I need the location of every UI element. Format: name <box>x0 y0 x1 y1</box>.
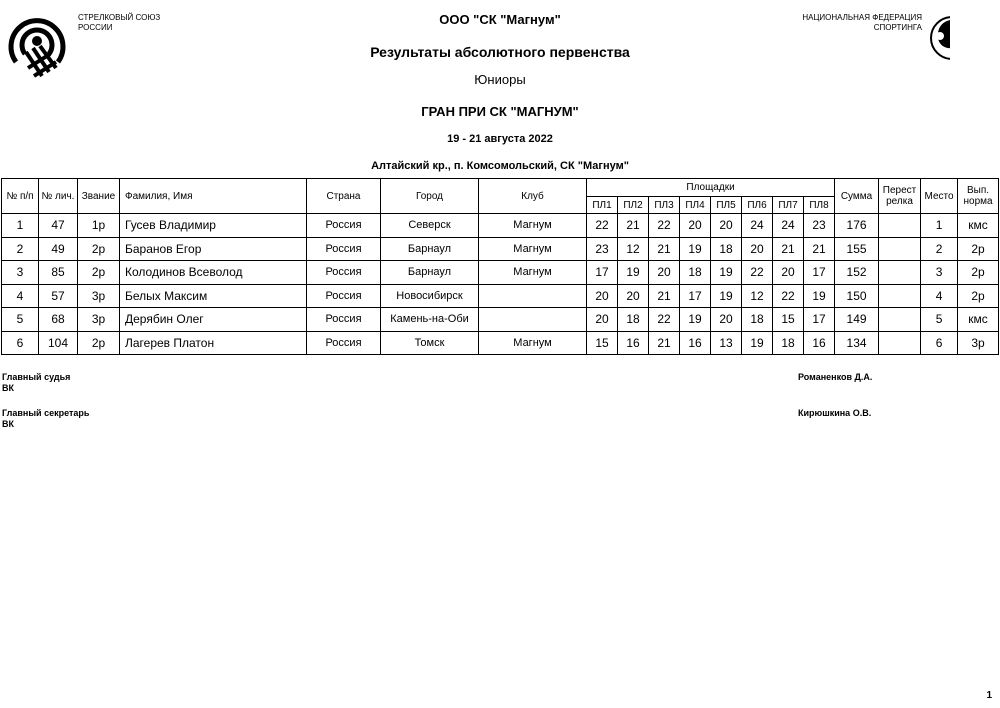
company-name: ООО "СК "Магнум" <box>439 12 561 27</box>
cell-name: Дерябин Олег <box>120 308 307 332</box>
cell-country: Россия <box>307 214 381 238</box>
cell-place: 1 <box>921 214 958 238</box>
header-norm: Вып. норма <box>958 179 999 214</box>
cell-country: Россия <box>307 284 381 308</box>
cell-sum: 176 <box>835 214 879 238</box>
cell-country: Россия <box>307 237 381 261</box>
cell-reshoot <box>879 261 921 285</box>
cell-city: Томск <box>381 331 479 355</box>
cell-name: Гусев Владимир <box>120 214 307 238</box>
cell-score-area-2: 16 <box>618 331 649 355</box>
table-row <box>2 237 999 261</box>
chief-judge-block <box>2 372 70 394</box>
chief-secretary-title: Главный секретарь <box>2 408 90 418</box>
chief-judge-title: Главный судья <box>2 372 71 382</box>
cell-num-lich: 85 <box>39 261 78 285</box>
cell-country: Россия <box>307 331 381 355</box>
event-title: ГРАН ПРИ СК "МАГНУМ" <box>421 104 579 119</box>
cell-name: Колодинов Всеволод <box>120 261 307 285</box>
header-area-3: ПЛ3 <box>649 197 680 214</box>
cell-reshoot <box>879 237 921 261</box>
cell-score-area-1: 15 <box>587 331 618 355</box>
cell-club <box>479 308 587 332</box>
cell-club: Магнум <box>479 261 587 285</box>
cell-club: Магнум <box>479 331 587 355</box>
cell-score-area-8: 19 <box>804 284 835 308</box>
cell-sum: 150 <box>835 284 879 308</box>
cell-reshoot <box>879 214 921 238</box>
header-area-4: ПЛ4 <box>680 197 711 214</box>
cell-reshoot <box>879 284 921 308</box>
cell-score-area-4: 19 <box>680 237 711 261</box>
header-area-6: ПЛ6 <box>742 197 773 214</box>
org-right-line2: СПОРТИНГА <box>873 23 922 32</box>
cell-norm: 3р <box>958 331 999 355</box>
cell-score-area-3: 21 <box>649 284 680 308</box>
cell-score-area-7: 20 <box>773 261 804 285</box>
cell-num-pp: 4 <box>2 284 39 308</box>
cell-score-area-4: 17 <box>680 284 711 308</box>
cell-city: Барнаул <box>381 261 479 285</box>
cell-num-lich: 68 <box>39 308 78 332</box>
cell-score-area-5: 20 <box>711 214 742 238</box>
cell-place: 3 <box>921 261 958 285</box>
cell-score-area-6: 18 <box>742 308 773 332</box>
cell-score-area-8: 21 <box>804 237 835 261</box>
cell-score-area-4: 16 <box>680 331 711 355</box>
cell-score-area-1: 20 <box>587 308 618 332</box>
event-venue: Алтайский кр., п. Комсомольский, СК "Магнум" <box>371 160 629 172</box>
cell-sum: 149 <box>835 308 879 332</box>
header-num-pp: № п/п <box>2 179 39 214</box>
cell-name: Лагерев Платон <box>120 331 307 355</box>
cell-score-area-6: 22 <box>742 261 773 285</box>
cell-score-area-5: 18 <box>711 237 742 261</box>
cell-rank: 3р <box>78 308 120 332</box>
cell-score-area-5: 20 <box>711 308 742 332</box>
header-place: Место <box>921 179 958 214</box>
cell-country: Россия <box>307 308 381 332</box>
cell-score-area-8: 23 <box>804 214 835 238</box>
header-area-8: ПЛ8 <box>804 197 835 214</box>
cell-score-area-7: 24 <box>773 214 804 238</box>
cell-rank: 2р <box>78 331 120 355</box>
table-row <box>2 308 999 332</box>
cell-score-area-8: 17 <box>804 261 835 285</box>
header-area-5: ПЛ5 <box>711 197 742 214</box>
cell-place: 2 <box>921 237 958 261</box>
results-table <box>1 178 999 355</box>
cell-rank: 3р <box>78 284 120 308</box>
cell-score-area-3: 21 <box>649 237 680 261</box>
results-body <box>2 214 999 355</box>
header-area-7: ПЛ7 <box>773 197 804 214</box>
chief-secretary-name: Кирюшкина О.В. <box>798 408 872 418</box>
chief-secretary-category: ВК <box>2 419 14 429</box>
header-city: Город <box>381 179 479 214</box>
cell-score-area-7: 21 <box>773 237 804 261</box>
cell-score-area-1: 22 <box>587 214 618 238</box>
cell-sum: 152 <box>835 261 879 285</box>
cell-rank: 1р <box>78 214 120 238</box>
cell-norm: кмс <box>958 214 999 238</box>
chief-judge-category: ВК <box>2 383 14 393</box>
cell-score-area-4: 19 <box>680 308 711 332</box>
cell-reshoot <box>879 331 921 355</box>
header-reshoot: Перест релка <box>879 179 921 214</box>
cell-norm: кмс <box>958 308 999 332</box>
cell-num-pp: 1 <box>2 214 39 238</box>
table-header-row <box>2 179 999 197</box>
cell-sum: 134 <box>835 331 879 355</box>
cell-name: Баранов Егор <box>120 237 307 261</box>
cell-place: 6 <box>921 331 958 355</box>
document-subtitle: Результаты абсолютного первенства <box>370 44 630 60</box>
header-area-1: ПЛ1 <box>587 197 618 214</box>
cell-score-area-7: 18 <box>773 331 804 355</box>
table-row <box>2 214 999 238</box>
cell-num-pp: 6 <box>2 331 39 355</box>
cell-score-area-1: 23 <box>587 237 618 261</box>
cell-score-area-1: 17 <box>587 261 618 285</box>
header-area-2: ПЛ2 <box>618 197 649 214</box>
cell-club: Магнум <box>479 237 587 261</box>
cell-reshoot <box>879 308 921 332</box>
header-areas: Площадки <box>587 179 835 197</box>
cell-city: Барнаул <box>381 237 479 261</box>
chief-judge-name: Романенков Д.А. <box>798 372 873 382</box>
cell-norm: 2р <box>958 261 999 285</box>
chief-secretary-block <box>2 408 89 430</box>
page-number: 1 <box>986 690 992 701</box>
table-row <box>2 261 999 285</box>
cell-score-area-5: 19 <box>711 284 742 308</box>
cell-score-area-3: 21 <box>649 331 680 355</box>
cell-num-pp: 5 <box>2 308 39 332</box>
cell-score-area-1: 20 <box>587 284 618 308</box>
cell-place: 4 <box>921 284 958 308</box>
cell-country: Россия <box>307 261 381 285</box>
table-row <box>2 331 999 355</box>
header-num-lich: № лич. <box>39 179 78 214</box>
cell-score-area-2: 19 <box>618 261 649 285</box>
header-club: Клуб <box>479 179 587 214</box>
cell-norm: 2р <box>958 237 999 261</box>
header-country: Страна <box>307 179 381 214</box>
cell-score-area-6: 19 <box>742 331 773 355</box>
cell-city: Камень-на-Оби <box>381 308 479 332</box>
cell-score-area-6: 20 <box>742 237 773 261</box>
cell-place: 5 <box>921 308 958 332</box>
cell-sum: 155 <box>835 237 879 261</box>
cell-score-area-6: 24 <box>742 214 773 238</box>
cell-score-area-3: 22 <box>649 214 680 238</box>
cell-score-area-7: 22 <box>773 284 804 308</box>
cell-score-area-4: 18 <box>680 261 711 285</box>
cell-club <box>479 284 587 308</box>
cell-club: Магнум <box>479 214 587 238</box>
cell-score-area-6: 12 <box>742 284 773 308</box>
table-row <box>2 284 999 308</box>
cell-num-lich: 47 <box>39 214 78 238</box>
header-sum: Сумма <box>835 179 879 214</box>
org-left-line2: РОССИИ <box>78 23 113 32</box>
cell-num-lich: 49 <box>39 237 78 261</box>
event-dates: 19 - 21 августа 2022 <box>447 133 553 145</box>
cell-city: Северск <box>381 214 479 238</box>
cell-name: Белых Максим <box>120 284 307 308</box>
cell-rank: 2р <box>78 237 120 261</box>
cell-score-area-7: 15 <box>773 308 804 332</box>
cell-score-area-2: 20 <box>618 284 649 308</box>
cell-score-area-2: 12 <box>618 237 649 261</box>
cell-score-area-3: 22 <box>649 308 680 332</box>
cell-score-area-8: 17 <box>804 308 835 332</box>
org-left-line1: СТРЕЛКОВЫЙ СОЮЗ <box>78 13 161 22</box>
category-label: Юниоры <box>474 72 526 87</box>
cell-city: Новосибирск <box>381 284 479 308</box>
cell-num-pp: 3 <box>2 261 39 285</box>
org-right-line1: НАЦИОНАЛЬНАЯ ФЕДЕРАЦИЯ <box>802 13 922 22</box>
header-name: Фамилия, Имя <box>120 179 307 214</box>
cell-rank: 2р <box>78 261 120 285</box>
cell-score-area-2: 18 <box>618 308 649 332</box>
cell-score-area-5: 19 <box>711 261 742 285</box>
cell-score-area-5: 13 <box>711 331 742 355</box>
cell-score-area-4: 20 <box>680 214 711 238</box>
cell-score-area-3: 20 <box>649 261 680 285</box>
cell-norm: 2р <box>958 284 999 308</box>
cell-score-area-2: 21 <box>618 214 649 238</box>
cell-num-pp: 2 <box>2 237 39 261</box>
cell-num-lich: 104 <box>39 331 78 355</box>
cell-score-area-8: 16 <box>804 331 835 355</box>
cell-num-lich: 57 <box>39 284 78 308</box>
header-rank: Звание <box>78 179 120 214</box>
